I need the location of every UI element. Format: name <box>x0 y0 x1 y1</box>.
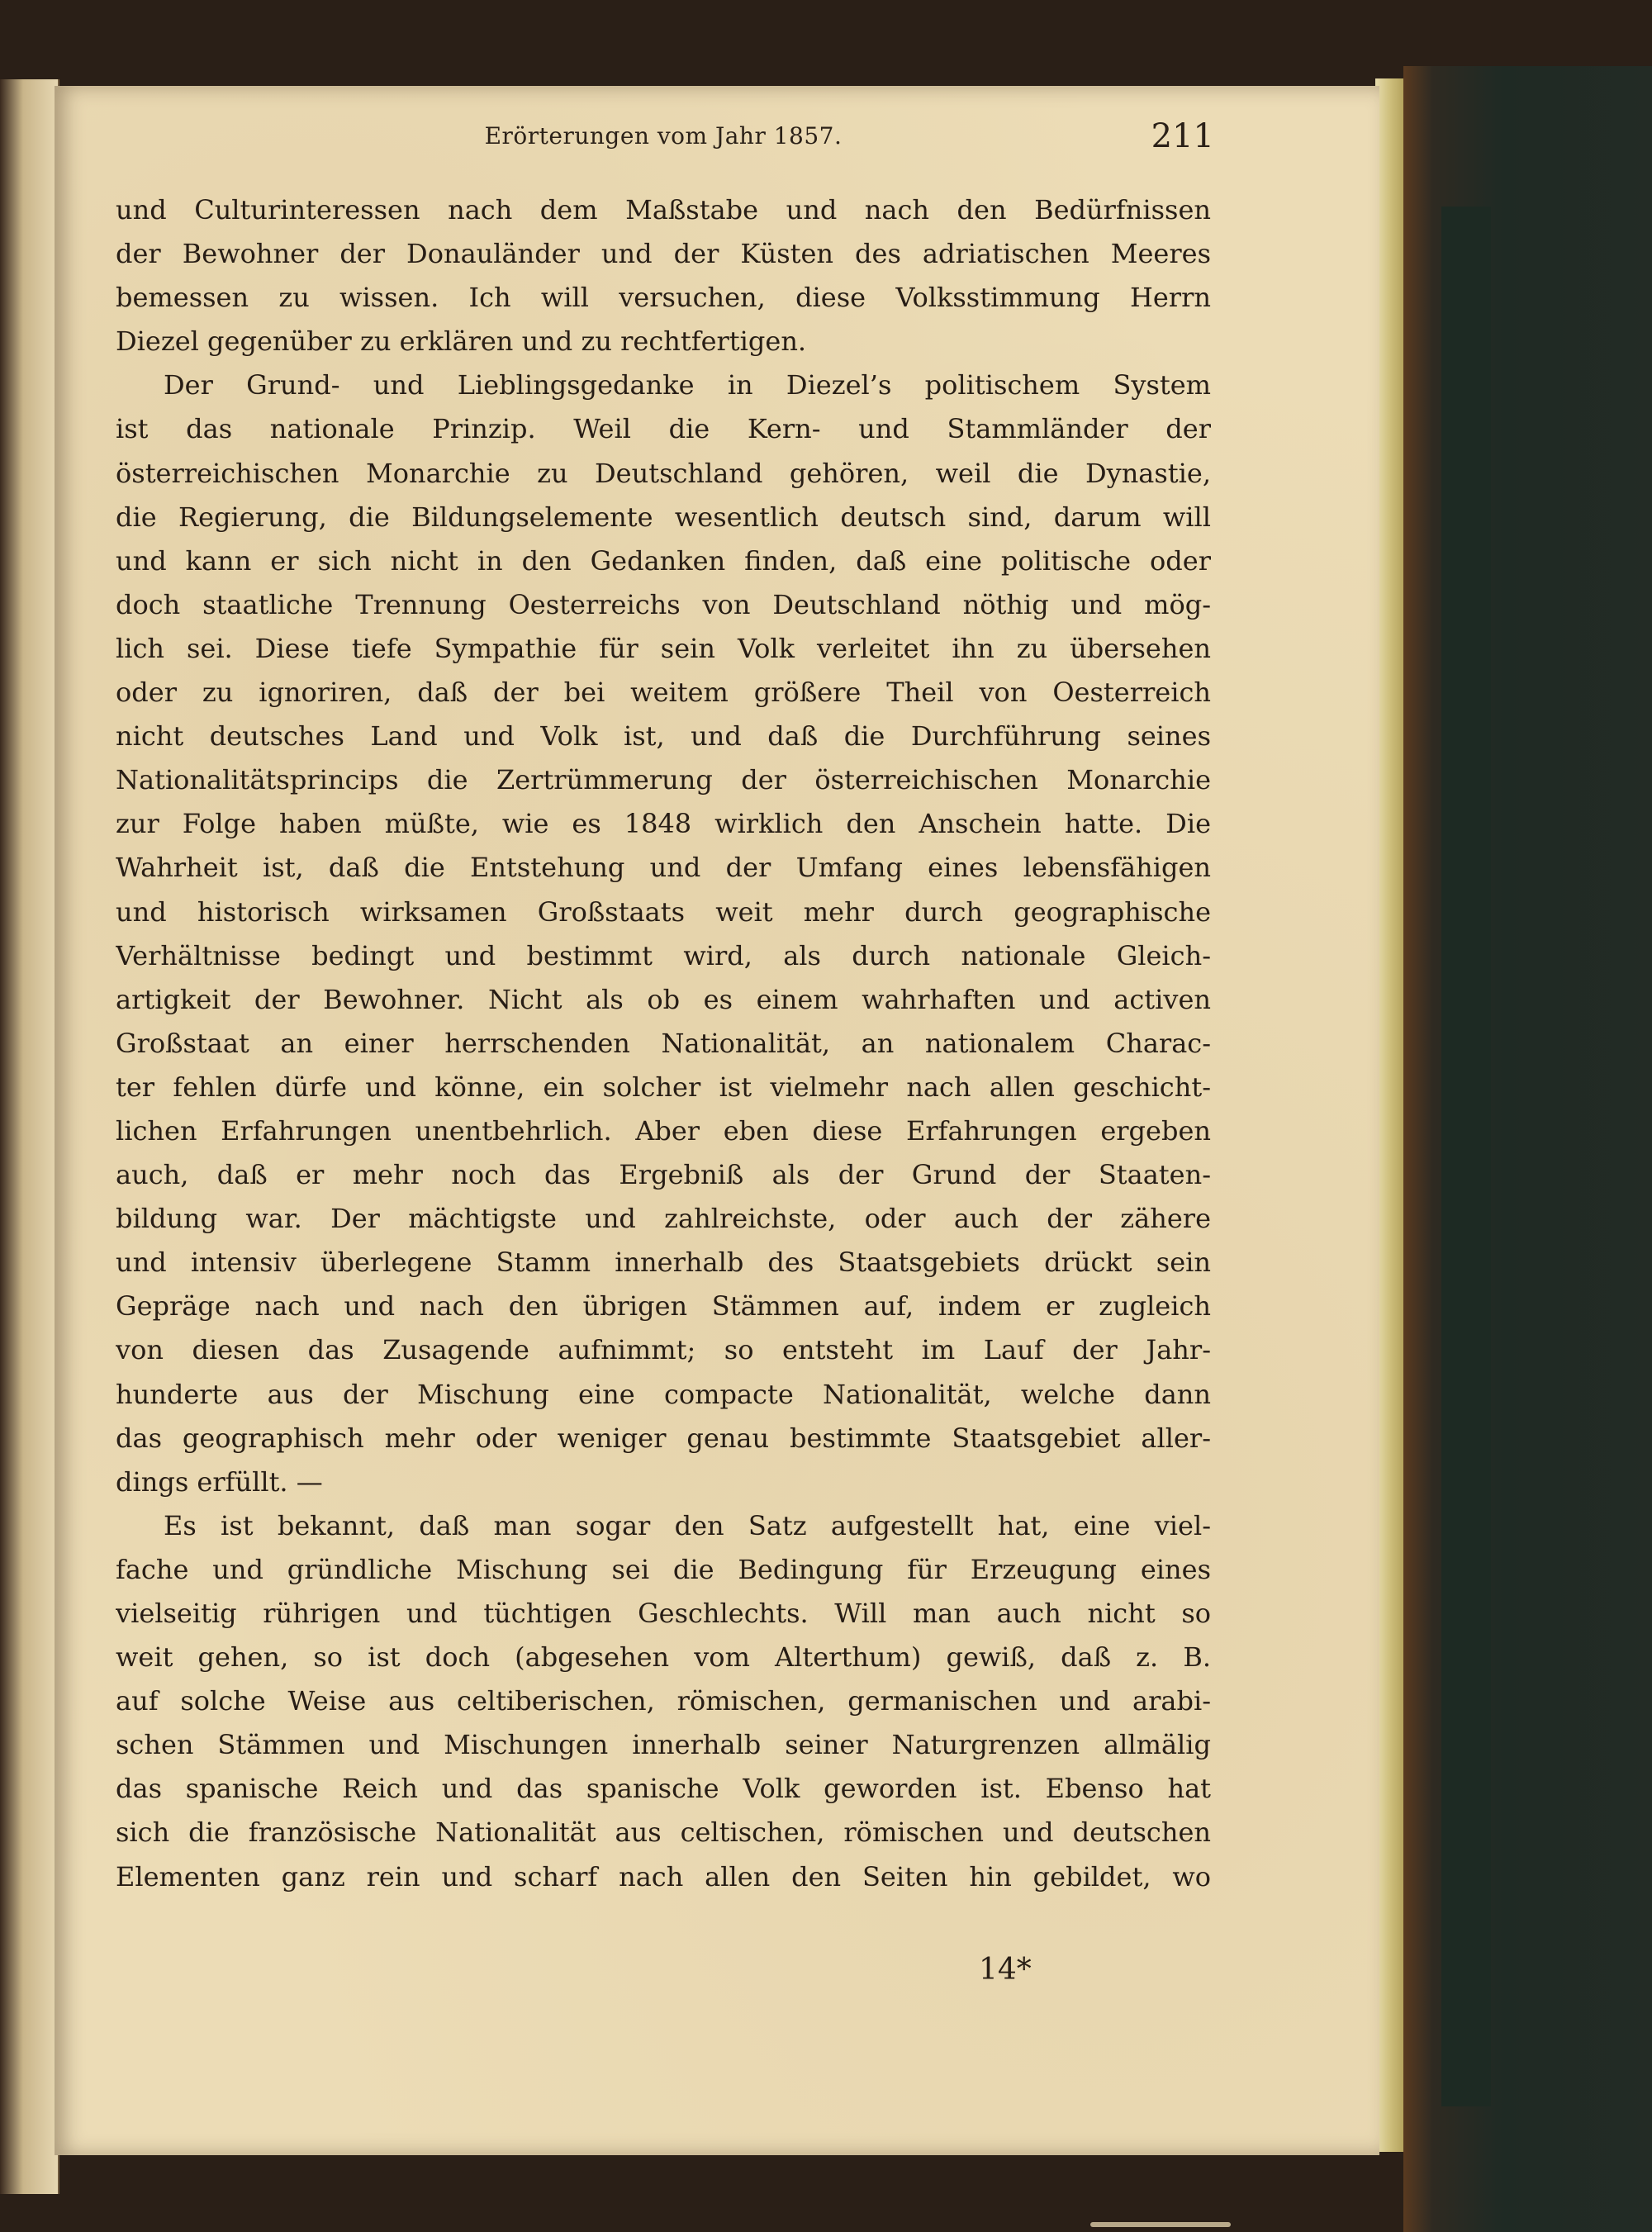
text-line: Großstaat an einer herrschenden Nationalität, an nationalem Charac- <box>116 1027 1211 1059</box>
text-line: auch, daß er mehr noch das Ergebniß als der Grund der Staaten- <box>116 1159 1211 1191</box>
text-line: von diesen das Zusagende aufnimmt; so entsteht im Lauf der Jahr- <box>116 1334 1211 1366</box>
text-line: vielseitig rührigen und tüchtigen Geschlechts. Will man auch nicht so <box>116 1598 1211 1629</box>
text-line: der Bewohner der Donauländer und der Küsten des adriatischen Meeres <box>116 238 1211 270</box>
text-line: das geographisch mehr oder weniger genau bestimmte Staatsgebiet aller- <box>116 1422 1211 1454</box>
text-line: lichen Erfahrungen unentbehrlich. Aber eben diese Erfahrungen ergeben <box>116 1114 1211 1147</box>
text-line: und historisch wirksamen Großstaats weit mehr durch geographische <box>116 895 1211 928</box>
text-line: österreichischen Monarchie zu Deutschland gehören, weil die Dynastie, <box>116 457 1211 489</box>
text-line: das spanische Reich und das spanische Volk geworden ist. Ebenso hat <box>116 1773 1211 1805</box>
text-line: schen Stämmen und Mischungen innerhalb seiner Naturgrenzen allmälig <box>116 1729 1211 1761</box>
text-line: Diezel gegenüber zu erklären und zu rechtfertigen. <box>116 325 807 358</box>
cover-binding <box>1441 207 1491 2106</box>
paragraph-2 <box>116 363 1211 1503</box>
facing-page-edge <box>0 79 59 2194</box>
text-line: bildung war. Der mächtigste und zahlreichste, oder auch der zähere <box>116 1203 1211 1235</box>
text-line: Wahrheit ist, daß die Entstehung und der Umfang eines lebensfähigen <box>116 852 1211 884</box>
paragraph-1 <box>116 188 1211 363</box>
text-line: doch staatliche Trennung Oesterreichs von Deutschland nöthig und mög- <box>116 588 1211 620</box>
text-line: sich die französische Nationalität aus celtischen, römischen und deutschen <box>116 1816 1211 1849</box>
text-line: ter fehlen dürfe und könne, ein solcher ist vielmehr nach allen geschicht- <box>116 1071 1211 1103</box>
page-block-edge <box>1375 78 1403 2152</box>
text-line: zur Folge haben müßte, wie es 1848 wirklich den Anschein hatte. Die <box>116 808 1211 840</box>
text-line: oder zu ignoriren, daß der bei weitem größere Theil von Oesterreich <box>116 677 1211 709</box>
text-line: und intensiv überlegene Stamm innerhalb des Staatsgebiets drückt sein <box>116 1247 1211 1279</box>
bottom-shadow-mark <box>1090 2222 1231 2227</box>
text-line: nicht deutsches Land und Volk ist, und daß die Durchführung seines <box>116 720 1211 753</box>
text-line: lich sei. Diese tiefe Sympathie für sein Volk verleitet ihn zu übersehen <box>116 632 1211 664</box>
page-number: 211 <box>1151 117 1214 155</box>
text-line: auf solche Weise aus celtiberischen, römischen, germanischen und arabi- <box>116 1685 1211 1717</box>
text-line: die Regierung, die Bildungselemente wesentlich deutsch sind, darum will <box>116 501 1211 533</box>
text-line: und Culturinteressen nach dem Maßstabe und nach den Bedürfnissen <box>116 194 1211 226</box>
paragraph-3 <box>116 1504 1211 1899</box>
running-title: Erörterungen vom Jahr 1857. <box>484 122 843 150</box>
text-line: ist das nationale Prinzip. Weil die Kern- und Stammländer der <box>116 413 1211 445</box>
text-line: Der Grund- und Lieblingsgedanke in Diezel’s politischem System <box>164 369 1211 401</box>
text-line: dings erfüllt. — <box>116 1465 323 1498</box>
text-line: artigkeit der Bewohner. Nicht als ob es einem wahrhaften und activen <box>116 983 1211 1015</box>
text-line: Es ist bekannt, daß man sogar den Satz aufgestellt hat, eine viel- <box>164 1509 1211 1541</box>
text-line: bemessen zu wissen. Ich will versuchen, diese Volksstimmung Herrn <box>116 282 1211 314</box>
text-line: Verhältnisse bedingt und bestimmt wird, als durch nationale Gleich- <box>116 939 1211 971</box>
signature-mark: 14* <box>979 1953 1032 1987</box>
text-line: Elementen ganz rein und scharf nach allen den Seiten hin gebildet, wo <box>116 1860 1211 1892</box>
text-line: hunderte aus der Mischung eine compacte Nationalität, welche dann <box>116 1378 1211 1410</box>
text-line: und kann er sich nicht in den Gedanken finden, daß eine politische oder <box>116 544 1211 577</box>
text-line: fache und gründliche Mischung sei die Bedingung für Erzeugung eines <box>116 1553 1211 1585</box>
text-line: Nationalitätsprincips die Zertrümmerung der österreichischen Monarchie <box>116 764 1211 796</box>
text-line: weit gehen, so ist doch (abgesehen vom Alterthum) gewiß, daß z. B. <box>116 1641 1211 1674</box>
body-text <box>116 188 1211 1899</box>
text-line: Gepräge nach und nach den übrigen Stämmen auf, indem er zugleich <box>116 1290 1211 1323</box>
